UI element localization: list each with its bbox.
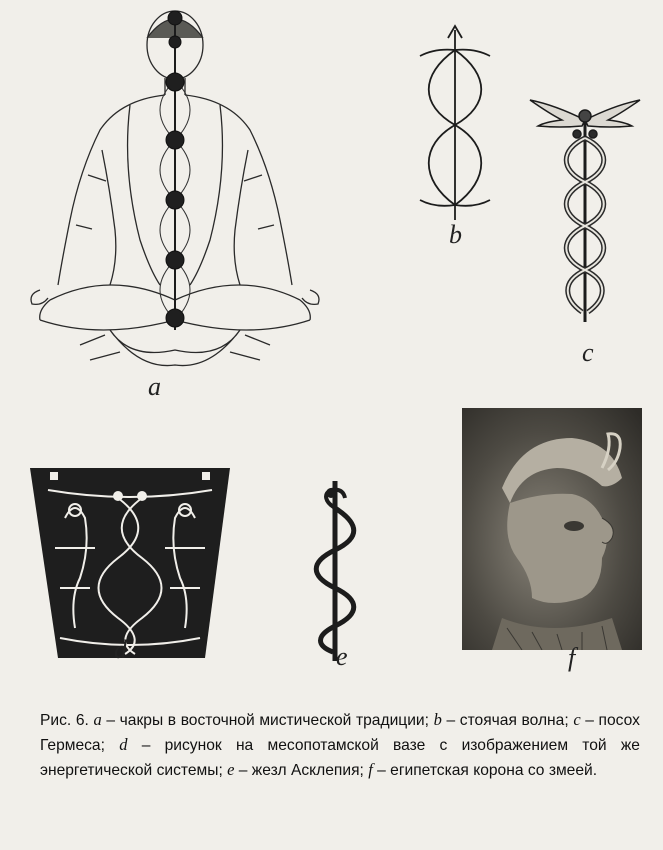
caption-key-b: b — [433, 710, 442, 729]
figure-a-label: a — [148, 372, 161, 401]
caption-text-b: – стоячая волна; — [446, 712, 569, 729]
caption-key-a: a — [93, 710, 102, 729]
figure-d-vase — [30, 458, 230, 668]
figure-b-standing-wave — [410, 20, 500, 240]
caption-key-f: f — [368, 760, 373, 779]
figure-f-label: f — [568, 643, 576, 672]
figure-c-caduceus — [520, 90, 650, 340]
caption-prefix: Рис. 6. — [40, 712, 89, 729]
figure-b-label: b — [449, 220, 462, 249]
caption-text-d: – рисунок на месопотамской вазе с изображением той же энергетической системы; — [40, 737, 640, 779]
caption-key-d: d — [119, 735, 128, 754]
figure-a-chakras — [10, 0, 340, 400]
figure-e-asclepius — [305, 476, 365, 666]
figure-d-label: d — [114, 635, 127, 664]
figure-caption — [40, 708, 640, 783]
figure-c-label: c — [582, 338, 594, 367]
figure-f-egyptian-crown — [462, 408, 642, 650]
caption-text-a: – чакры в восточной мистической традиции; — [106, 712, 429, 729]
caption-key-c: c — [573, 710, 581, 729]
figure-e-label: e — [336, 642, 348, 671]
caption-text-e: – жезл Асклепия; — [238, 762, 364, 779]
caption-text-c: – посох Гермеса; — [40, 712, 640, 754]
caption-key-e: e — [227, 760, 235, 779]
caption-text-f: – египетская корона со змеей. — [377, 762, 598, 779]
